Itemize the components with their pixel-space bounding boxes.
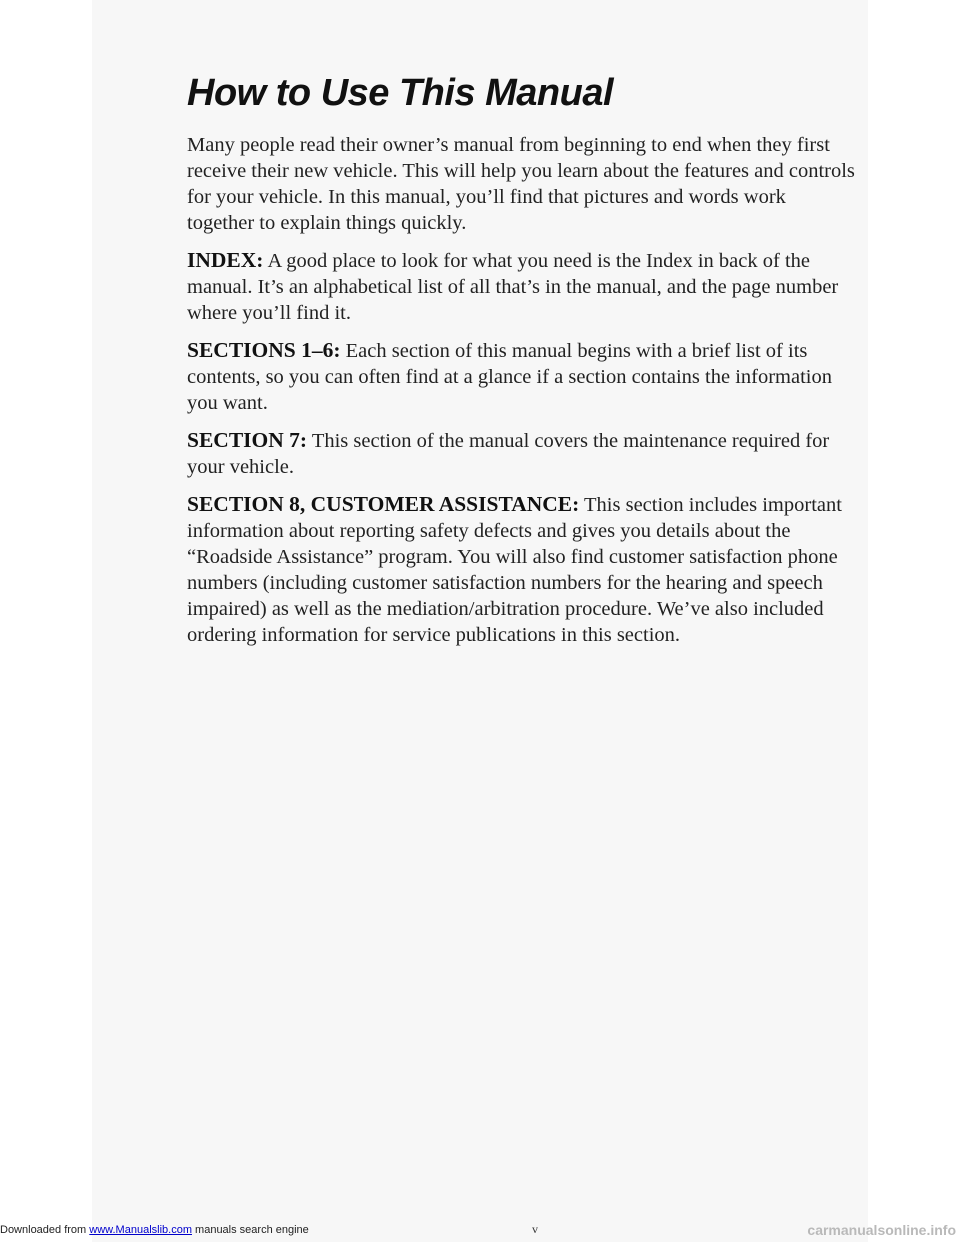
page-title: How to Use This Manual: [187, 72, 614, 114]
section-text: A good place to look for what you need is the Index in back of the manual. It’s an alphabetical list of all that’s in the manual, and the page number where you’ll find it.: [187, 250, 839, 324]
page-number: v: [532, 1222, 538, 1236]
section-text: This section includes important information about reporting safety defects and gives you details about the “Roadside Assistance” program. You will also find customer satisfaction phone numbers (including customer satisfaction numbers for the hearing and speech impaired) as well as the mediation/arbitration procedure. We’ve also included ordering information for service publications in this section.: [187, 494, 842, 646]
section-8-paragraph: [187, 491, 857, 648]
page-content: [187, 132, 857, 659]
section-7-paragraph: [187, 427, 857, 480]
section-index-paragraph: [187, 247, 857, 326]
footer-suffix: manuals search engine: [191, 1224, 309, 1236]
right-margin: [868, 0, 960, 1242]
watermark: carmanualsonline.info: [807, 1222, 956, 1238]
intro-paragraph: Many people read their owner’s manual from beginning to end when they first receive their new vehicle. This will help you learn about the features and controls for your vehicle. In this manual, you’ll find that pictures and words work together to explain things quickly.: [187, 134, 855, 234]
section-heading: SECTION 8, CUSTOMER ASSISTANCE:: [187, 492, 580, 516]
section-text: This section of the manual covers the maintenance required for your vehicle.: [187, 430, 830, 478]
left-margin: [0, 0, 92, 1242]
section-heading: SECTION 7:: [187, 428, 308, 452]
section-text: Each section of this manual begins with a brief list of its contents, so you can often find at a glance if a section contains the information you want.: [187, 340, 832, 414]
section-heading: SECTIONS 1–6:: [187, 338, 341, 362]
download-footer: [0, 1224, 309, 1236]
section-heading: INDEX:: [187, 248, 264, 272]
footer-prefix: Downloaded from: [0, 1224, 90, 1236]
manualslib-link[interactable]: www.Manualslib.com: [89, 1224, 192, 1236]
sections-1-6-paragraph: [187, 337, 857, 416]
